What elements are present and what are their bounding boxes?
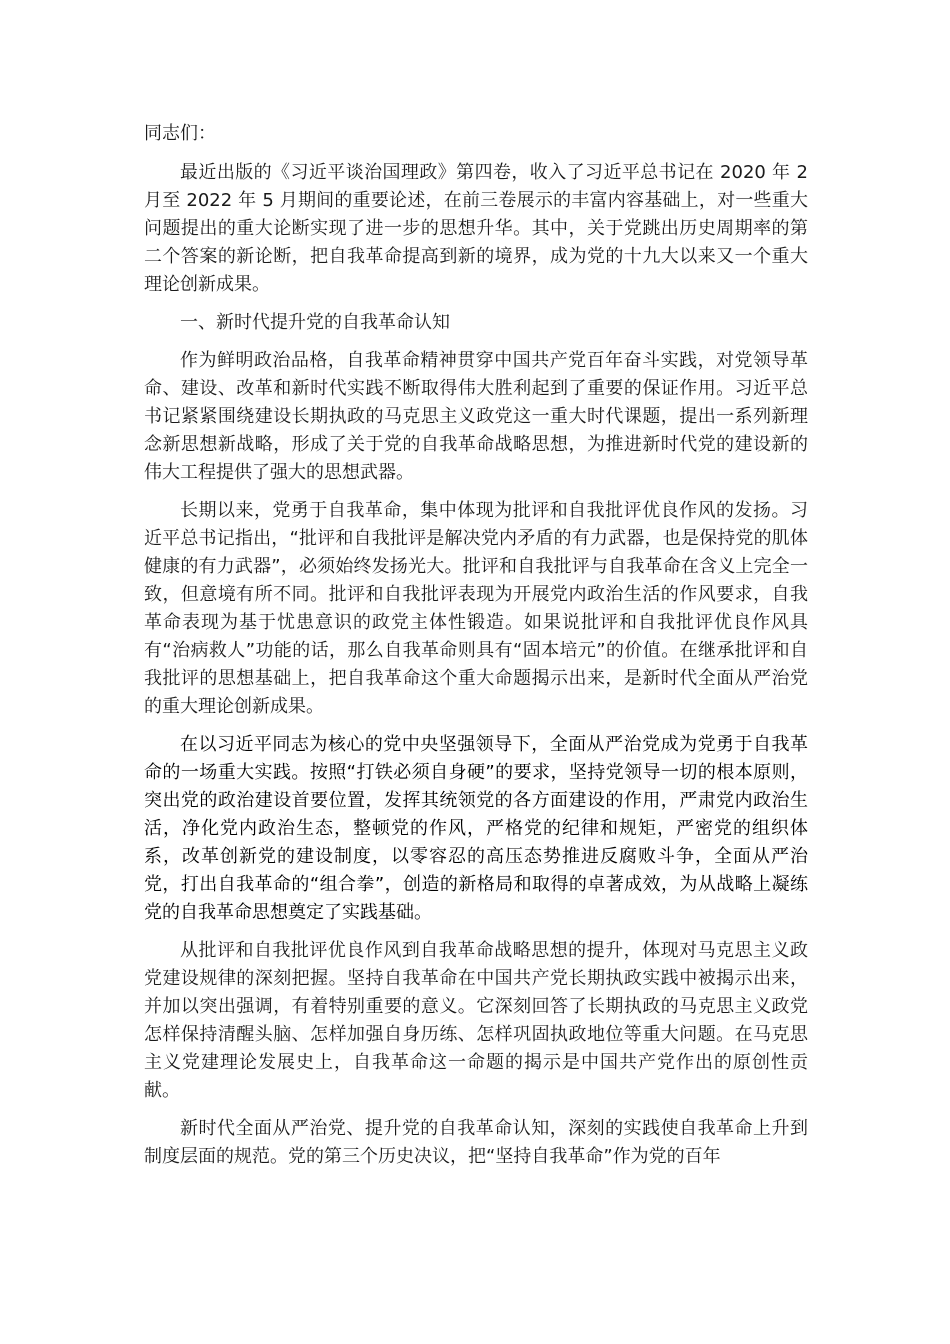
- paragraph-intro: 最近出版的《习近平谈治国理政》第四卷，收入了习近平总书记在 2020 年 2 月至 2022 年 5 月期间的重要论述，在前三卷展示的丰富内容基础上，对一些重大问题提出的重大论断实现了进一步的思想升华。其中，关于党跳出历史周期率的第二个答案的新论断，把自我革命提高到新的境界，成为党的十九大以来又一个重大理论创新成果。: [144, 162, 808, 295]
- section-heading-1: 一、新时代提升党的自我革命认知: [180, 312, 450, 333]
- document-body: [144, 120, 808, 1181]
- paragraph-strict-governance: 在以习近平同志为核心的党中央坚强领导下，全面从严治党成为党勇于自我革命的一场重大实践。按照“打铁必须自身硬”的要求，坚持党领导一切的根本原则，突出党的政治建设首要位置，发挥其统领党的各方面建设的作用，严肃党内政治生活，净化党内政治生态，整顿党的作风，严格党的纪律和规矩，严密党的组织体系，改革创新党的建设制度，以零容忍的高压态势推进反腐败斗争，全面从严治党，打出自我革命的“组合拳”，创造的新格局和取得的卓著成效，为从战略上凝练党的自我革命思想奠定了实践基础。: [144, 734, 808, 923]
- paragraph-criticism-self-criticism: 长期以来，党勇于自我革命，集中体现为批评和自我批评优良作风的发扬。习近平总书记指出，“批评和自我批评是解决党内矛盾的有力武器，也是保持党的肌体健康的有力武器”，必须始终发扬光大。批评和自我批评与自我革命在含义上完全一致，但意境有所不同。批评和自我批评表现为开展党内政治生活的作风要求，自我革命表现为基于忧患意识的政党主体性锻造。如果说批评和自我批评优良作风具有“治病救人”功能的话，那么自我革命则具有“固本培元”的价值。在继承批评和自我批评的思想基础上，把自我革命这个重大命题揭示出来，是新时代全面从严治党的重大理论创新成果。: [144, 500, 808, 717]
- salutation: 同志们：: [144, 123, 216, 144]
- paragraph-institutional-level: 新时代全面从严治党、提升党的自我革命认知，深刻的实践使自我革命上升到制度层面的规范。党的第三个历史决议，把“坚持自我革命”作为党的百年: [144, 1118, 808, 1167]
- paragraph-political-character: 作为鲜明政治品格，自我革命精神贯穿中国共产党百年奋斗实践，对党领导革命、建设、改革和新时代实践不断取得伟大胜利起到了重要的保证作用。习近平总书记紧紧围绕建设长期执政的马克思主义政党这一重大时代课题，提出一系列新理念新思想新战略，形成了关于党的自我革命战略思想，为推进新时代党的建设新的伟大工程提供了强大的思想武器。: [144, 350, 808, 483]
- paragraph-strategic-thought: 从批评和自我批评优良作风到自我革命战略思想的提升，体现对马克思主义政党建设规律的深刻把握。坚持自我革命在中国共产党长期执政实践中被揭示出来，并加以突出强调，有着特别重要的意义。它深刻回答了长期执政的马克思主义政党怎样保持清醒头脑、怎样加强自身历练、怎样巩固执政地位等重大问题。在马克思主义党建理论发展史上，自我革命这一命题的揭示是中国共产党作出的原创性贡献。: [144, 940, 808, 1101]
